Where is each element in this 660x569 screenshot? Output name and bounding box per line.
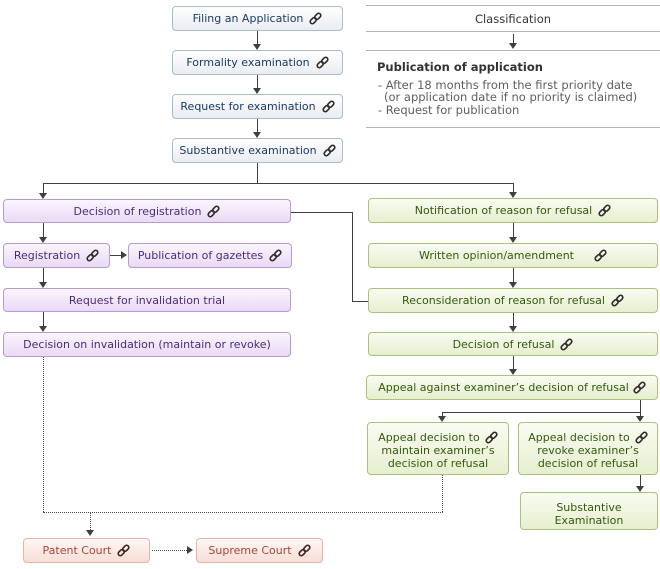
link-icon [207, 205, 220, 218]
arrowhead-down [39, 326, 47, 332]
dotted-connector-line [43, 512, 443, 513]
connector-line [513, 313, 514, 326]
connector-line [257, 75, 258, 88]
divider [366, 31, 660, 32]
connector-line [640, 475, 641, 486]
arrowhead-down [509, 326, 517, 332]
divider [366, 127, 660, 128]
link-icon [323, 144, 336, 157]
node-label-line1: Appeal decision to [378, 430, 480, 444]
connector-line [352, 212, 353, 301]
node-formality-examination[interactable] [172, 50, 343, 75]
node-label: Decision of refusal [452, 337, 555, 351]
node-label: Written opinion/amendment [419, 249, 574, 262]
dotted-connector-line [152, 550, 187, 551]
arrowhead-right [187, 546, 193, 554]
link-icon [611, 294, 624, 307]
node-label: Publication of gazettes [137, 249, 264, 262]
divider [366, 5, 660, 6]
node-label: Reconsideration of reason for refusal [402, 294, 605, 307]
node-filing-application[interactable] [172, 6, 343, 31]
arrowhead-down [253, 132, 261, 138]
connector-line [257, 119, 258, 132]
connector-line [640, 400, 641, 412]
link-icon [594, 249, 607, 262]
node-label-line2: maintain examiner’s [381, 443, 495, 457]
divider [366, 50, 660, 51]
link-icon [309, 12, 322, 25]
arrowhead-down [253, 88, 261, 94]
publication-bullet-1: - After 18 months from the first priority date [378, 78, 633, 92]
node-label-line3: decision of refusal [387, 456, 489, 470]
publication-bullet-2: - Request for publication [378, 103, 520, 117]
arrowhead-down [39, 237, 47, 243]
node-label-line3: decision of refusal [537, 456, 639, 470]
connector-line [43, 312, 44, 326]
node-supreme-court[interactable] [196, 538, 323, 563]
link-icon [322, 100, 335, 113]
node-label-line1: Appeal decision to [528, 430, 630, 444]
arrowhead-down [509, 43, 517, 49]
node-publication-of-gazettes[interactable] [128, 243, 292, 268]
node-label: Request for invalidation trial [68, 293, 226, 307]
node-written-opinion-amendment[interactable] [368, 243, 658, 268]
link-icon [298, 544, 311, 557]
dotted-connector-line [90, 512, 91, 530]
node-substantive-examination-2 [520, 492, 658, 530]
node-reconsideration-of-reason-for-refusal[interactable] [368, 288, 658, 313]
node-label: Decision of registration [73, 204, 202, 218]
node-label: Decision on invalidation (maintain or revoke) [23, 338, 271, 351]
node-label-line1: Substantive [556, 500, 622, 514]
node-appeal-against-decision-of-refusal[interactable] [366, 375, 658, 400]
node-label: Appeal against examiner’s decision of refusal [378, 381, 629, 394]
connector-line [43, 223, 44, 237]
link-icon [117, 544, 130, 557]
connector-line [513, 183, 514, 192]
link-icon [269, 249, 282, 262]
node-appeal-decision-maintain[interactable] [367, 422, 509, 475]
connector-line [513, 34, 514, 43]
arrowhead-down [509, 282, 517, 288]
node-registration[interactable] [3, 243, 110, 268]
connector-line [513, 356, 514, 369]
node-patent-court[interactable] [23, 538, 150, 563]
link-icon [485, 431, 498, 444]
connector-line [43, 183, 44, 193]
link-icon [635, 431, 648, 444]
node-label: Filing an Application [192, 12, 304, 25]
dotted-connector-line [43, 357, 44, 512]
node-label-line2: revoke examiner’s [537, 443, 639, 457]
node-notification-of-reason-for-refusal[interactable] [368, 198, 658, 223]
node-label: Request for examination [180, 100, 316, 113]
node-label-line2: Examination [554, 513, 624, 527]
node-request-for-invalidation-trial [3, 288, 291, 312]
node-decision-of-registration[interactable] [3, 199, 291, 223]
arrowhead-right [121, 251, 127, 259]
node-appeal-decision-revoke[interactable] [518, 422, 658, 475]
arrowhead-down [253, 44, 261, 50]
arrowhead-down [39, 282, 47, 288]
node-label: Registration [13, 249, 81, 262]
node-label: Supreme Court [208, 544, 292, 557]
node-label: Patent Court [42, 544, 112, 557]
link-icon [316, 56, 329, 69]
node-label: Substantive examination [179, 144, 317, 157]
arrowhead-down [509, 237, 517, 243]
link-icon [86, 249, 99, 262]
publication-heading: Publication of application [377, 60, 543, 74]
node-decision-on-invalidation [3, 332, 291, 357]
classification-heading: Classification [474, 12, 552, 26]
node-substantive-examination[interactable] [172, 138, 343, 163]
dotted-connector-line [442, 475, 443, 512]
connector-line [110, 255, 121, 256]
node-label: Formality examination [186, 56, 310, 69]
connector-line [257, 163, 258, 183]
connector-line [43, 183, 513, 184]
connector-line [291, 212, 352, 213]
connector-line [513, 223, 514, 237]
arrowhead-down [509, 369, 517, 375]
connector-line [442, 412, 640, 413]
connector-line [513, 268, 514, 282]
connector-line [352, 301, 368, 302]
link-icon [560, 338, 573, 351]
node-decision-of-refusal[interactable] [368, 332, 658, 356]
publication-bullet-1-cont: (or application date if no priority is claimed) [384, 90, 638, 104]
arrowhead-down [86, 530, 94, 536]
link-icon [633, 381, 646, 394]
connector-line [43, 268, 44, 282]
connector-line [257, 31, 258, 44]
node-label: Notification of reason for refusal [414, 204, 593, 217]
link-icon [598, 204, 611, 217]
node-request-for-examination[interactable] [172, 94, 343, 119]
